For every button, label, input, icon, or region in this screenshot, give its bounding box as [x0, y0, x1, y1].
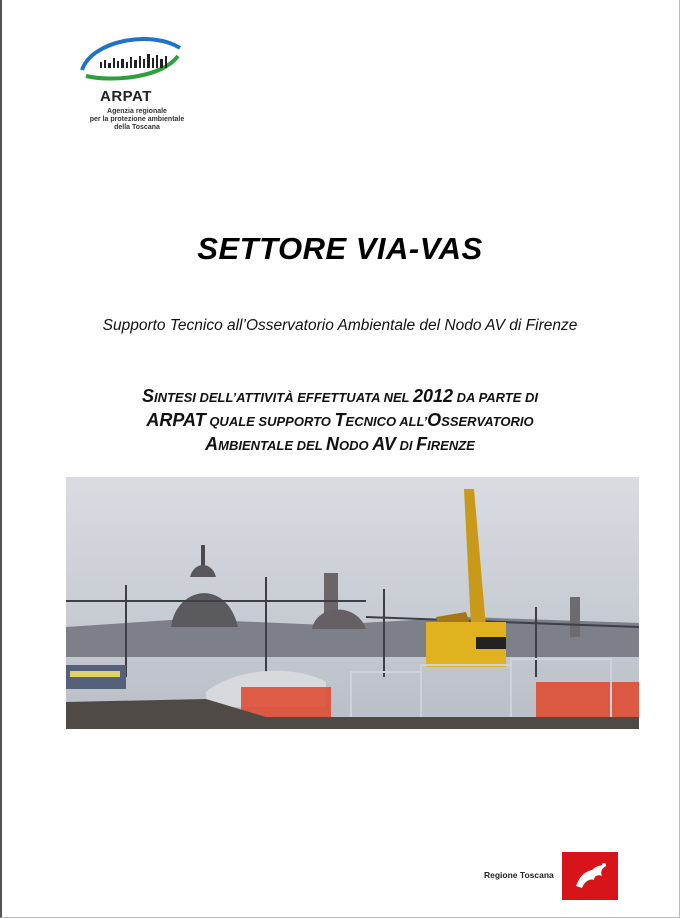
summary-segment: MBIENTALE DEL [218, 438, 327, 453]
summary-segment: QUALE SUPPORTO [205, 414, 335, 429]
logo-sub-line: per la protezione ambientale [89, 116, 185, 123]
summary-segment: INTESI DELL’ATTIVITÀ EFFETTUATA NEL [153, 390, 413, 405]
summary-segment: AV [372, 434, 396, 454]
summary-line [40, 433, 640, 457]
logo-sub-line: Agenzia regionale [107, 108, 167, 115]
arpat-logo [72, 30, 202, 142]
summary-segment: ARPAT [146, 410, 206, 430]
summary-segment: SSERVATORIO [441, 414, 534, 429]
summary-segment: ODO [339, 438, 373, 453]
summary-segment: O [427, 410, 442, 430]
summary-line [40, 385, 640, 409]
summary-segment: S [141, 386, 154, 406]
regione-toscana-label: Regione Toscana [484, 870, 554, 880]
summary-segment: IRENZE [427, 438, 475, 453]
summary-segment: ECNICO ALL’ [345, 414, 428, 429]
regione-toscana-logo [562, 852, 618, 900]
summary-segment: T [334, 410, 346, 430]
document-subtitle: Supporto Tecnico all’Osservatorio Ambientale del Nodo AV di Firenze [102, 317, 578, 334]
summary-line [40, 409, 640, 433]
summary-segment: DI [395, 438, 417, 453]
document-title: SETTORE VIA-VAS [197, 231, 483, 266]
logo-name: ARPAT [100, 88, 152, 105]
summary-segment: F [416, 434, 428, 454]
summary-segment: A [205, 434, 219, 454]
summary-segment: N [326, 434, 340, 454]
logo-sub-line: della Toscana [114, 124, 160, 131]
summary-heading [40, 385, 640, 457]
summary-segment: 2012 [413, 386, 454, 406]
logo-subtitle [72, 108, 202, 132]
summary-segment: DA PARTE DI [453, 390, 539, 405]
construction-site-photo [66, 477, 639, 729]
